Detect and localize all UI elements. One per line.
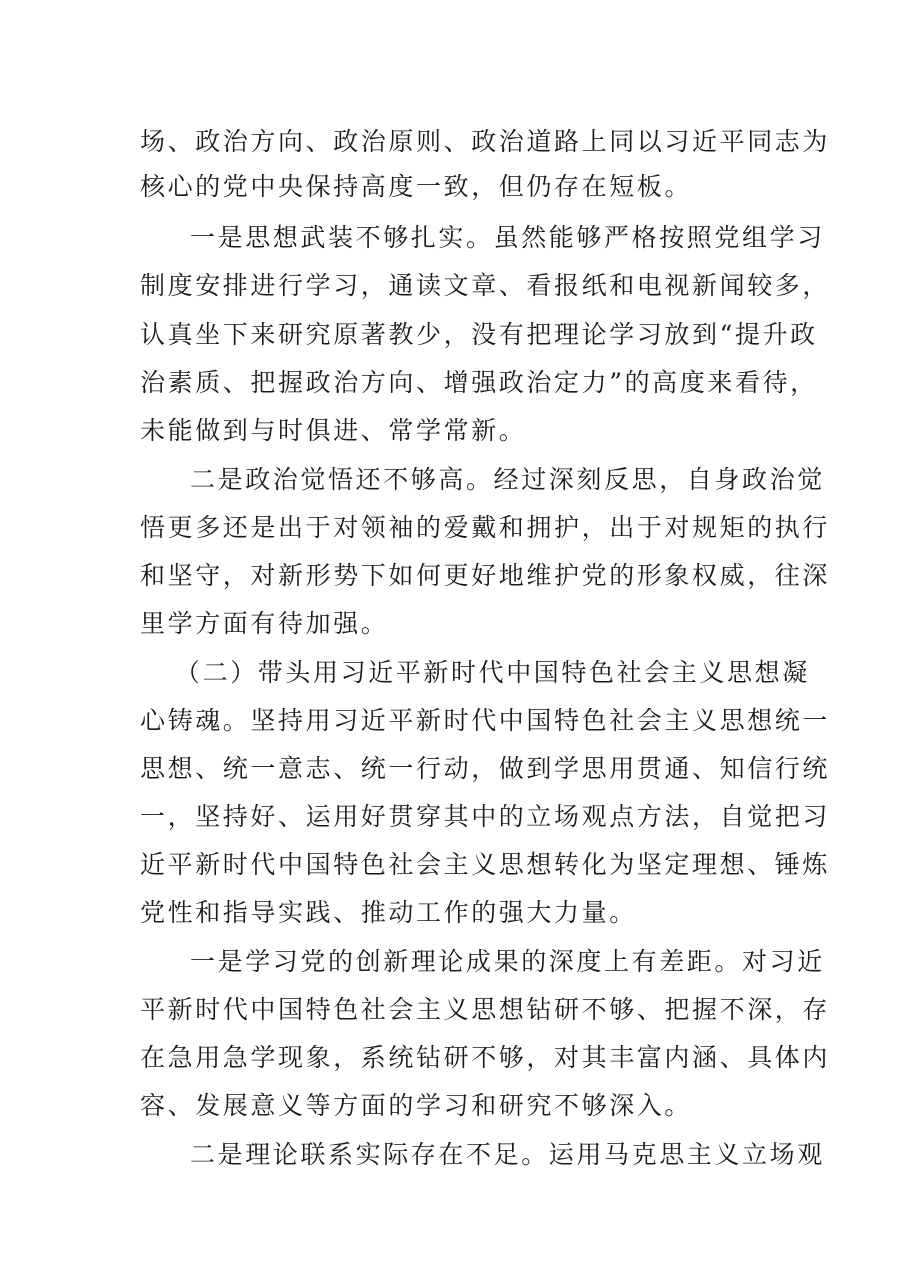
text-line: 认真坐下来研究原著教少，没有把理论学习放到“提升政: [140, 320, 818, 349]
paragraph-first-line: 一是学习党的创新理论成果的深度上有差距。对习近: [190, 947, 825, 976]
text-line: 一，坚持好、运用好贯穿其中的立场观点方法，自觉把习: [140, 802, 831, 831]
section-heading-line: （二）带头用习近平新时代中国特色社会主义思想凝: [175, 658, 810, 687]
text-line: 场、政治方向、政治原则、政治道路上同以习近平同志为: [140, 127, 831, 156]
text-line: 容、发展意义等方面的学习和研究不够深入。: [140, 1091, 693, 1120]
text-line: 治素质、把握政治方向、增强政治定力”的高度来看待，: [140, 368, 818, 397]
paragraph-first-line: 二是政治觉悟还不够高。经过深刻反思，自身政治觉: [190, 465, 825, 494]
text-line: 心铸魂。坚持用习近平新时代中国特色社会主义思想统一: [140, 706, 831, 735]
text-line: 和坚守，对新形势下如何更好地维护党的形象权威，往深: [140, 561, 831, 590]
text-line: 悟更多还是出于对领袖的爱戴和拥护，出于对规矩的执行: [140, 513, 831, 542]
text-line: 里学方面有待加强。: [140, 609, 389, 638]
text-line: 平新时代中国特色社会主义思想钻研不够、把握不深，存: [140, 995, 831, 1024]
text-line: 党性和指导实践、推动工作的强大力量。: [140, 898, 637, 927]
text-line: 在急用急学现象，系统钻研不够，对其丰富内涵、具体内: [140, 1043, 831, 1072]
text-line: 制度安排进行学习，通读文章、看报纸和电视新闻较多，: [140, 271, 831, 300]
text-line: 未能做到与时俱进、常学常新。: [140, 416, 527, 445]
paragraph-first-line: 二是理论联系实际存在不足。运用马克思主义立场观: [190, 1140, 825, 1169]
text-line: 核心的党中央保持高度一致，但仍存在短板。: [140, 172, 693, 201]
text-line: 思想、统一意志、统一行动，做到学思用贯通、知信行统: [140, 754, 831, 783]
text-line: 近平新时代中国特色社会主义思想转化为坚定理想、锤炼: [140, 850, 831, 879]
paragraph-first-line: 一是思想武装不够扎实。虽然能够严格按照党组学习: [190, 223, 825, 252]
